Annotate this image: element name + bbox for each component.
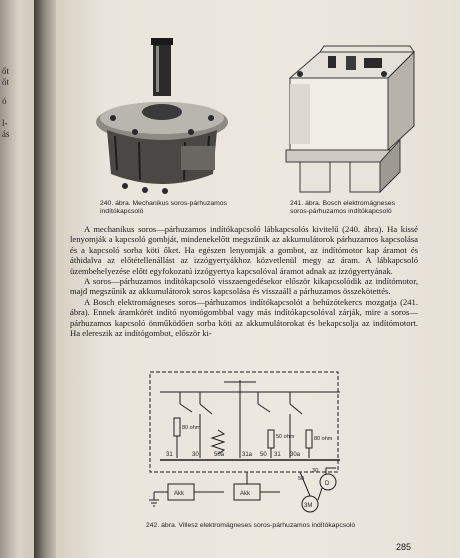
figure-241-bosch-switch bbox=[280, 44, 420, 196]
figure-241-caption bbox=[290, 200, 430, 216]
terminal-label: 50a bbox=[214, 452, 225, 458]
terminal-label: 30 bbox=[192, 452, 199, 458]
dynamo-label: D bbox=[325, 481, 330, 487]
terminal-label: 30 bbox=[312, 468, 319, 474]
paragraph: A mechanikus soros—párhuzamos indítókapcsoló lábkapcsolós kivitelű (240. ábra). Ha kissé lenyomják a kapcsoló gombját, mindenekelőtt megszűnik az akkumulátorok párhuzamos kapcsolása és a kapcsoló sorba köti őket. Ha egészen lenyomják a gombot, az indítómotor kap áramot és áthidalva az előtétellenállást az izzógyertyákhoz közvetlenül megy az áram. A lábkapcsoló üzembehelyezése előtt egyfokozatú izzógyertya kapcsolóval áramot adnak az izzógyertyának. bbox=[70, 224, 418, 276]
adjacent-page-fragment: őt bbox=[2, 77, 10, 87]
paragraph: A soros—párhuzamos indítókapcsoló visszaengedésekor először kikapcsolódik az indítómotor, majd megszűnik az akkumulátorok soros kapcsolása és visszaáll a párhuzamos összekötettés. bbox=[70, 276, 418, 297]
terminal-label: 30a bbox=[290, 452, 301, 458]
terminal-label: 50 bbox=[298, 476, 305, 482]
adjacent-page-fragment: ás bbox=[2, 129, 10, 139]
resistor-label: 80 ohm bbox=[314, 436, 333, 442]
page-number: 285 bbox=[396, 542, 412, 552]
figure-241-caption-line-2: soros-párhuzamos indítókapcsoló bbox=[290, 208, 392, 215]
battery-label: Akk bbox=[240, 491, 251, 497]
terminal-label: 31 bbox=[274, 452, 281, 458]
figure-240-mechanical-switch bbox=[95, 34, 245, 194]
adjacent-page-fragment: őt bbox=[2, 66, 10, 76]
terminal-label: 31 bbox=[166, 452, 173, 458]
figure-240-caption-line-1: 240. ábra. Mechanikus soros-párhuzamos bbox=[100, 200, 227, 207]
resistor-label: 50 ohm bbox=[276, 434, 295, 440]
adjacent-page-fragment: ó bbox=[2, 96, 7, 106]
resistor-label: 80 ohm bbox=[182, 425, 201, 431]
figure-240-caption bbox=[100, 200, 250, 216]
terminal-label: 31a bbox=[242, 452, 253, 458]
figure-242-circuit-diagram bbox=[140, 370, 352, 518]
battery-label: Akk bbox=[174, 491, 185, 497]
terminal-label: 50 bbox=[260, 452, 267, 458]
figure-241-caption-line-1: 241. ábra. Bosch elektromágneses bbox=[290, 200, 396, 207]
paragraph: A Bosch elektromágneses soros—párhuzamos indítókapcsolót a behúzótekercs mozgatja (241. ábra). Ennek áramkörét indító nyomógombbal vagy más indítókapcsolóval zárják, mire a soros—párhuzamos kapcsoló önműködően sorba köti az akkumulátorokat és bekapcsolja az indítómotort. Ha elereszik az indítógombot, először ki- bbox=[70, 296, 418, 339]
figure-242-caption: 242. ábra. Villesz elektromágneses soros-párhuzamos indítókapcsoló bbox=[146, 522, 356, 529]
book-gutter bbox=[34, 0, 58, 558]
motor-label: 3M bbox=[304, 503, 313, 509]
figure-240-caption-line-2: indítókapcsoló bbox=[100, 208, 144, 215]
body-text bbox=[70, 224, 418, 338]
adjacent-page-edge bbox=[0, 0, 34, 558]
adjacent-page-fragment: l- bbox=[2, 118, 8, 128]
